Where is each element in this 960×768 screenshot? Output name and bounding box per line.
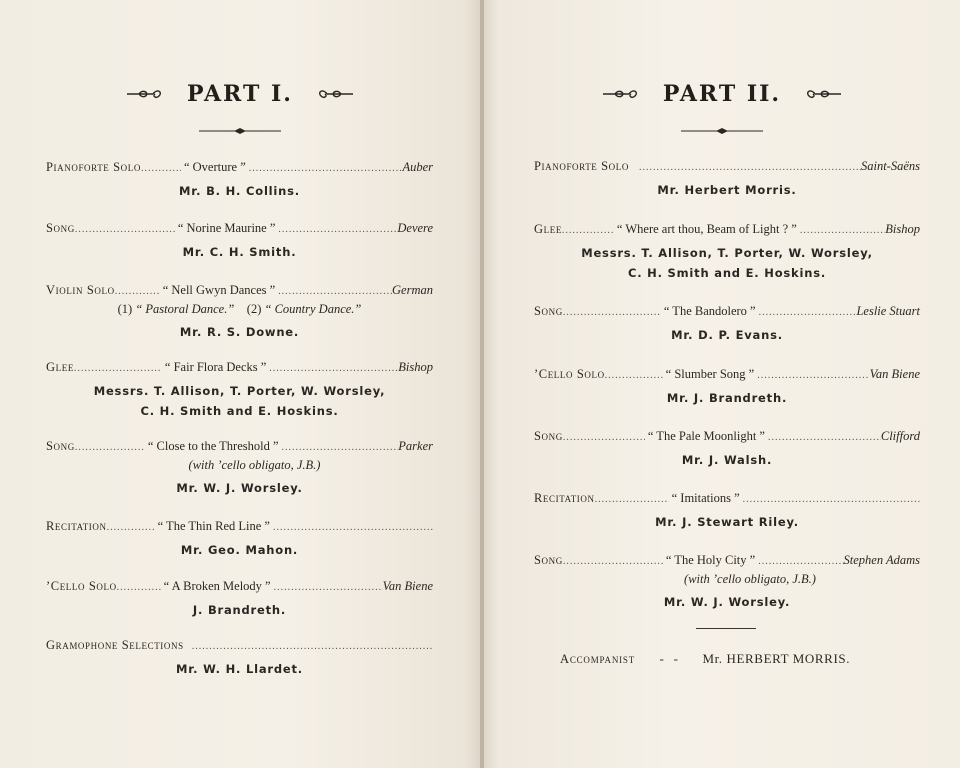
item-piece: “ Close to the Threshold ” [147, 439, 279, 453]
item-kind: Pianoforte Solo [46, 160, 141, 174]
item-performer: Mr. Geo. Mahon. [180, 543, 299, 557]
heading-ornament-rule [484, 122, 960, 140]
item-composer: Clifford [880, 429, 920, 443]
item-piece: “ Norine Maurine ” [177, 221, 276, 235]
item-performer: Mr. J. Walsh. [681, 453, 773, 467]
item-kind: Glee [534, 222, 562, 236]
item-composer: Van Biene [382, 579, 433, 593]
item-kind: Song [46, 221, 75, 235]
item-kind: Violin Solo [46, 283, 115, 297]
accompanist-name: Mr. HERBERT MORRIS. [702, 651, 851, 666]
flourish-left-icon [125, 87, 167, 101]
part-two-heading [484, 80, 960, 107]
item-kind: Song [534, 429, 563, 443]
item-piece: “ Where art thou, Beam of Light ? ” [616, 222, 797, 236]
part-two-title: PART II. [662, 81, 782, 107]
item-piece: “ Imitations ” [671, 491, 740, 505]
item-performer: C. H. Smith and E. Hoskins. [140, 404, 339, 418]
item-piece: “ The Pale Moonlight ” [647, 429, 765, 443]
page-part-two [484, 0, 960, 768]
item-piece: “ A Broken Melody ” [163, 579, 271, 593]
item-composer: Van Biene [869, 367, 920, 381]
programme-item [46, 282, 433, 342]
item-sub-pieces: (1) “ Pastoral Dance.” (2) “ Country Dance.” [117, 302, 362, 316]
item-composer: German [392, 283, 433, 297]
item-performer: J. Brandreth. [192, 603, 287, 617]
item-piece: “ The Holy City ” [665, 553, 756, 567]
flourish-right-icon [313, 87, 355, 101]
programme-item [46, 637, 433, 679]
programme-item [46, 159, 433, 201]
item-kind: Glee [46, 360, 74, 374]
item-piece: “ Fair Flora Decks ” [164, 360, 267, 374]
item-composer: Leslie Stuart [856, 304, 920, 318]
item-performer: Mr. D. P. Evans. [671, 328, 783, 342]
flourish-left-icon [601, 87, 643, 101]
item-performer: Messrs. T. Allison, T. Porter, W. Worsley, [93, 384, 386, 398]
item-performer: Mr. W. J. Worsley. [663, 595, 791, 609]
item-performer: Mr. W. J. Worsley. [176, 481, 303, 495]
item-kind: Pianoforte Solo [534, 159, 629, 173]
programme-item [534, 303, 920, 345]
programme-item [534, 221, 920, 283]
ornament-rule-icon [199, 127, 281, 135]
item-performer: Mr. W. H. Llardet. [176, 662, 303, 676]
item-kind: Recitation [534, 491, 595, 505]
item-piece: “ Overture ” [183, 160, 246, 174]
item-performer: Mr. Herbert Morris. [657, 183, 797, 197]
programme-item [534, 158, 920, 200]
item-piece: “ Slumber Song ” [665, 367, 755, 381]
programme-item [46, 438, 433, 498]
item-kind: ’Cello Solo [46, 579, 117, 593]
accompanist-line [560, 651, 850, 667]
programme-item [46, 518, 433, 560]
item-piece: “ The Thin Red Line ” [157, 519, 270, 533]
programme-item [534, 552, 920, 612]
item-kind: Song [534, 553, 563, 567]
item-performer: Mr. J. Stewart Riley. [655, 515, 799, 529]
part-one-heading [0, 80, 480, 107]
item-kind: Recitation [46, 519, 107, 533]
flourish-right-icon [801, 87, 843, 101]
programme-item [534, 428, 920, 470]
divider-rule [696, 628, 756, 629]
programme-item [46, 359, 433, 421]
item-kind: Song [46, 439, 75, 453]
part-one-title: PART I. [187, 81, 293, 107]
ornament-rule-icon [681, 127, 763, 135]
accompanist-separator: - - [659, 651, 678, 666]
item-performer: Messrs. T. Allison, T. Porter, W. Worsley, [581, 246, 873, 260]
programme-item [534, 490, 920, 532]
item-performer: Mr. B. H. Collins. [179, 184, 300, 198]
item-composer: Parker [398, 439, 433, 453]
item-performer: Mr. R. S. Downe. [179, 325, 300, 339]
item-composer: Bishop [885, 222, 920, 236]
item-performer: Mr. C. H. Smith. [182, 245, 297, 259]
item-composer: Saint-Saëns [860, 159, 920, 173]
item-composer: Bishop [398, 360, 433, 374]
item-note: (with ’cello obligato, J.B.) [188, 458, 321, 472]
item-kind: Song [534, 304, 563, 318]
programme-item [534, 366, 920, 408]
item-performer: C. H. Smith and E. Hoskins. [627, 266, 827, 280]
item-composer: Auber [402, 160, 433, 174]
item-composer: Stephen Adams [843, 553, 920, 567]
item-kind: Gramophone Selections [46, 638, 184, 652]
item-kind: ’Cello Solo [534, 367, 605, 381]
item-composer: Devere [397, 221, 433, 235]
programme-item [46, 220, 433, 262]
item-piece: “ The Bandolero ” [663, 304, 756, 318]
item-performer: Mr. J. Brandreth. [666, 391, 788, 405]
programme-item [46, 578, 433, 620]
item-note: (with ’cello obligato, J.B.) [684, 572, 816, 586]
accompanist-label: Accompanist [560, 652, 636, 666]
item-piece: “ Nell Gwyn Dances ” [162, 283, 276, 297]
heading-ornament-rule [0, 122, 480, 140]
